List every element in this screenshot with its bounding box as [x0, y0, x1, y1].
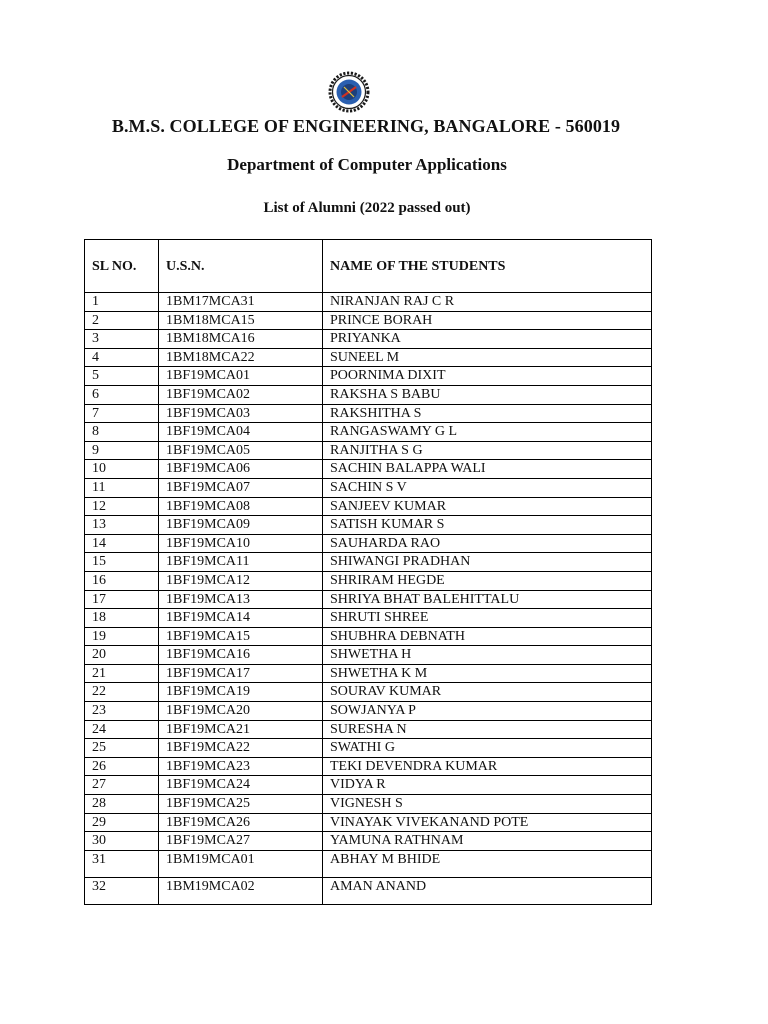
- usn-cell: 1BM17MCA31: [159, 293, 323, 312]
- usn-cell: 1BM19MCA02: [159, 877, 323, 904]
- usn-cell: 1BF19MCA13: [159, 590, 323, 609]
- table-row: [85, 832, 652, 851]
- usn-cell: 1BF19MCA27: [159, 832, 323, 851]
- table-row: [85, 293, 652, 312]
- usn-cell: 1BF19MCA03: [159, 404, 323, 423]
- student-name-cell: SOWJANYA P: [323, 702, 652, 721]
- usn-cell: 1BF19MCA19: [159, 683, 323, 702]
- sl-no-cell: 28: [85, 795, 159, 814]
- sl-no-cell: 13: [85, 516, 159, 535]
- usn-cell: 1BM18MCA22: [159, 348, 323, 367]
- table-row: [85, 311, 652, 330]
- student-name-cell: SANJEEV KUMAR: [323, 497, 652, 516]
- table-row: [85, 776, 652, 795]
- student-name-cell: SUNEEL M: [323, 348, 652, 367]
- alumni-table-body: [85, 293, 652, 905]
- student-name-cell: TEKI DEVENDRA KUMAR: [323, 757, 652, 776]
- sl-no-cell: 23: [85, 702, 159, 721]
- sl-no-cell: 15: [85, 553, 159, 572]
- usn-cell: 1BF19MCA10: [159, 534, 323, 553]
- student-name-cell: RAKSHITHA S: [323, 404, 652, 423]
- student-name-cell: SWATHI G: [323, 739, 652, 758]
- sl-no-cell: 2: [85, 311, 159, 330]
- student-name-cell: RANGASWAMY G L: [323, 423, 652, 442]
- sl-no-cell: 22: [85, 683, 159, 702]
- sl-no-cell: 17: [85, 590, 159, 609]
- usn-cell: 1BF19MCA20: [159, 702, 323, 721]
- student-name-cell: VINAYAK VIVEKANAND POTE: [323, 813, 652, 832]
- usn-cell: 1BF19MCA14: [159, 609, 323, 628]
- table-row: [85, 404, 652, 423]
- usn-cell: 1BM18MCA16: [159, 330, 323, 349]
- sl-no-cell: 3: [85, 330, 159, 349]
- usn-cell: 1BM18MCA15: [159, 311, 323, 330]
- sl-no-cell: 29: [85, 813, 159, 832]
- table-row: [85, 813, 652, 832]
- student-name-cell: RAKSHA S BABU: [323, 385, 652, 404]
- table-row: [85, 627, 652, 646]
- student-name-cell: SURESHA N: [323, 720, 652, 739]
- student-name-cell: POORNIMA DIXIT: [323, 367, 652, 386]
- sl-no-cell: 14: [85, 534, 159, 553]
- table-row: [85, 646, 652, 665]
- usn-cell: 1BF19MCA17: [159, 664, 323, 683]
- sl-no-cell: 26: [85, 757, 159, 776]
- list-title: List of Alumni (2022 passed out): [263, 200, 471, 216]
- sl-no-cell: 27: [85, 776, 159, 795]
- sl-no-cell: 30: [85, 832, 159, 851]
- table-row: [85, 330, 652, 349]
- sl-no-cell: 32: [85, 877, 159, 904]
- sl-no-cell: 31: [85, 850, 159, 877]
- table-row: [85, 664, 652, 683]
- usn-cell: 1BM19MCA01: [159, 850, 323, 877]
- sl-no-cell: 20: [85, 646, 159, 665]
- student-name-cell: YAMUNA RATHNAM: [323, 832, 652, 851]
- usn-cell: 1BF19MCA25: [159, 795, 323, 814]
- student-name-cell: SHUBHRA DEBNATH: [323, 627, 652, 646]
- sl-no-cell: 25: [85, 739, 159, 758]
- table-row: [85, 720, 652, 739]
- college-logo: [328, 71, 370, 113]
- institution-title: B.M.S. COLLEGE OF ENGINEERING, BANGALORE - 560019: [111, 116, 621, 136]
- sl-no-cell: 9: [85, 441, 159, 460]
- department-heading: Department of Computer Applications: [227, 155, 507, 174]
- usn-cell: 1BF19MCA22: [159, 739, 323, 758]
- sl-no-cell: 24: [85, 720, 159, 739]
- usn-cell: 1BF19MCA26: [159, 813, 323, 832]
- table-row: [85, 553, 652, 572]
- student-name-cell: SOURAV KUMAR: [323, 683, 652, 702]
- table-row: [85, 367, 652, 386]
- table-row: [85, 739, 652, 758]
- student-name-cell: SACHIN S V: [323, 478, 652, 497]
- table-row: [85, 590, 652, 609]
- usn-cell: 1BF19MCA12: [159, 571, 323, 590]
- sl-no-cell: 11: [85, 478, 159, 497]
- column-header-name: NAME OF THE STUDENTS: [323, 240, 652, 293]
- student-name-cell: SHRUTI SHREE: [323, 609, 652, 628]
- sl-no-cell: 10: [85, 460, 159, 479]
- table-row: [85, 609, 652, 628]
- table-row: [85, 877, 652, 904]
- table-row: [85, 460, 652, 479]
- student-name-cell: SHWETHA K M: [323, 664, 652, 683]
- student-name-cell: SHRIRAM HEGDE: [323, 571, 652, 590]
- usn-cell: 1BF19MCA15: [159, 627, 323, 646]
- student-name-cell: NIRANJAN RAJ C R: [323, 293, 652, 312]
- table-row: [85, 757, 652, 776]
- usn-cell: 1BF19MCA04: [159, 423, 323, 442]
- student-name-cell: PRIYANKA: [323, 330, 652, 349]
- table-header-row: [85, 240, 652, 293]
- table-row: [85, 441, 652, 460]
- student-name-cell: VIGNESH S: [323, 795, 652, 814]
- usn-cell: 1BF19MCA23: [159, 757, 323, 776]
- usn-cell: 1BF19MCA01: [159, 367, 323, 386]
- table-row: [85, 497, 652, 516]
- table-row: [85, 850, 652, 877]
- table-row: [85, 795, 652, 814]
- student-name-cell: PRINCE BORAH: [323, 311, 652, 330]
- table-row: [85, 683, 652, 702]
- sl-no-cell: 7: [85, 404, 159, 423]
- student-name-cell: SAUHARDA RAO: [323, 534, 652, 553]
- alumni-table: [84, 239, 652, 905]
- usn-cell: 1BF19MCA21: [159, 720, 323, 739]
- column-header-usn: U.S.N.: [159, 240, 323, 293]
- student-name-cell: SHWETHA H: [323, 646, 652, 665]
- sl-no-cell: 18: [85, 609, 159, 628]
- sl-no-cell: 21: [85, 664, 159, 683]
- student-name-cell: SHRIYA BHAT BALEHITTALU: [323, 590, 652, 609]
- sl-no-cell: 6: [85, 385, 159, 404]
- table-row: [85, 516, 652, 535]
- table-row: [85, 348, 652, 367]
- sl-no-cell: 1: [85, 293, 159, 312]
- usn-cell: 1BF19MCA11: [159, 553, 323, 572]
- usn-cell: 1BF19MCA08: [159, 497, 323, 516]
- sl-no-cell: 16: [85, 571, 159, 590]
- student-name-cell: VIDYA R: [323, 776, 652, 795]
- student-name-cell: SATISH KUMAR S: [323, 516, 652, 535]
- student-name-cell: ABHAY M BHIDE: [323, 850, 652, 877]
- sl-no-cell: 5: [85, 367, 159, 386]
- table-row: [85, 385, 652, 404]
- usn-cell: 1BF19MCA02: [159, 385, 323, 404]
- usn-cell: 1BF19MCA24: [159, 776, 323, 795]
- student-name-cell: AMAN ANAND: [323, 877, 652, 904]
- usn-cell: 1BF19MCA06: [159, 460, 323, 479]
- table-row: [85, 571, 652, 590]
- usn-cell: 1BF19MCA09: [159, 516, 323, 535]
- student-name-cell: RANJITHA S G: [323, 441, 652, 460]
- student-name-cell: SACHIN BALAPPA WALI: [323, 460, 652, 479]
- table-row: [85, 423, 652, 442]
- sl-no-cell: 8: [85, 423, 159, 442]
- usn-cell: 1BF19MCA05: [159, 441, 323, 460]
- sl-no-cell: 12: [85, 497, 159, 516]
- table-row: [85, 534, 652, 553]
- table-row: [85, 478, 652, 497]
- usn-cell: 1BF19MCA07: [159, 478, 323, 497]
- usn-cell: 1BF19MCA16: [159, 646, 323, 665]
- sl-no-cell: 19: [85, 627, 159, 646]
- table-row: [85, 702, 652, 721]
- sl-no-cell: 4: [85, 348, 159, 367]
- student-name-cell: SHIWANGI PRADHAN: [323, 553, 652, 572]
- column-header-sl-no: SL NO.: [85, 240, 159, 293]
